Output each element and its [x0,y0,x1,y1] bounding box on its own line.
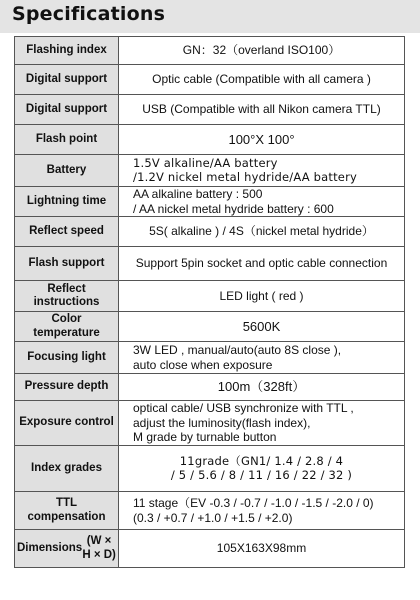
spec-label [15,217,119,246]
spec-value [119,312,404,341]
spec-row [15,280,404,311]
spec-value-text: 3W LED , manual/auto(auto 8S close ), [133,343,342,358]
spec-label-text: Battery [46,163,87,176]
spec-row [15,124,404,154]
spec-value [119,217,404,246]
spec-value [119,37,404,64]
spec-label [15,155,119,186]
spec-row [15,216,404,246]
spec-row [15,154,404,186]
spec-value-text: optical cable/ USB synchronize with TTL , [133,401,354,416]
spec-label-text: Digital support [25,102,108,115]
spec-label-text: Flash point [35,132,98,145]
spec-value-text: Optic cable (Compatible with all camera ) [152,72,371,87]
spec-label [15,37,119,64]
spec-row [15,529,404,567]
spec-value [119,95,404,124]
spec-label [15,492,119,529]
spec-value [119,155,404,186]
spec-value-text: adjust the luminosity(flash index), [133,415,311,430]
spec-label [15,342,119,373]
spec-row [15,246,404,280]
spec-value-text: 105X163X98mm [216,541,307,556]
spec-label [15,374,119,400]
spec-label-text: Digital support [25,72,108,85]
spec-label-text: Pressure depth [24,380,109,393]
spec-value [119,247,404,280]
header-bar [0,0,420,33]
spec-value-text: Support 5pin socket and optic cable connection [135,256,388,271]
spec-label [15,95,119,124]
spec-value-text: 11 stage（EV -0.3 / -0.7 / -1.0 / -1.5 / -2.0 / 0) [133,496,374,511]
spec-value-text: USB (Compatible with all Nikon camera TTL) [142,102,381,117]
spec-value [119,125,404,154]
spec-value-text: 11grade（GN1/ 1.4 / 2.8 / 4 [179,453,344,468]
spec-value-text: auto close when exposure [133,357,273,372]
spec-value [119,374,404,400]
spec-label-text: TTL compensation [27,497,106,523]
spec-value [119,187,404,216]
spec-value-text: LED light ( red ) [219,288,304,303]
spec-value-text: 100m（328ft） [217,379,306,395]
spec-label [15,312,119,341]
spec-row [15,94,404,124]
spec-label-text: Dimensions [17,541,83,554]
spec-value-text: /1.2V nickel metal hydride/AA battery [133,169,358,184]
spec-label [15,530,119,567]
spec-label-text: (W × H × D) [82,535,116,561]
spec-row [15,341,404,373]
spec-value [119,65,404,94]
spec-value [119,281,404,311]
spec-row [15,445,404,491]
spec-row [15,186,404,216]
spec-value-text: / 5 / 5.6 / 8 / 11 / 16 / 22 / 32 ) [170,467,353,482]
spec-label [15,125,119,154]
spec-label [15,247,119,280]
spec-value-text: (0.3 / +0.7 / +1.0 / +1.5 / +2.0) [133,510,293,525]
spec-value-text: / AA nickel metal hydride battery : 600 [133,201,334,216]
spec-row [15,64,404,94]
spec-label [15,65,119,94]
spec-value-text: 100°X 100° [228,131,295,147]
spec-value [119,530,404,567]
spec-label [15,281,119,311]
spec-row [15,311,404,341]
spec-value [119,492,404,529]
spec-label-text: Lightning time [26,194,107,207]
spec-label [15,446,119,491]
spec-label-text: Focusing light [27,350,106,363]
spec-row [15,400,404,445]
spec-value [119,446,404,491]
spec-label-text: Reflect speed [29,224,104,237]
spec-row [15,373,404,400]
spec-value [119,342,404,373]
spec-label-text: Color temperature [33,313,100,339]
spec-label-text: Index grades [31,461,102,474]
spec-label-text: Flash support [28,256,105,269]
specifications-table [14,36,405,568]
spec-label [15,187,119,216]
spec-label-text: Reflect instructions [33,282,100,308]
spec-value-text: GN：32（overland ISO100） [182,43,341,58]
spec-label-text: Exposure control [19,416,114,429]
spec-row [15,491,404,529]
page-title: Specifications [12,3,166,25]
spec-value-text: M grade by turnable button [133,430,277,445]
spec-label-text: Flashing index [26,43,107,56]
spec-value-text: 5S( alkaline ) / 4S（nickel metal hydride） [149,224,374,239]
spec-value [119,401,404,445]
spec-row [15,37,404,64]
spec-label [15,401,119,445]
spec-value-text: 1.5V alkaline/AA battery [133,155,278,170]
spec-value-text: AA alkaline battery : 500 [133,187,263,202]
spec-value-text: 5600K [242,318,281,334]
